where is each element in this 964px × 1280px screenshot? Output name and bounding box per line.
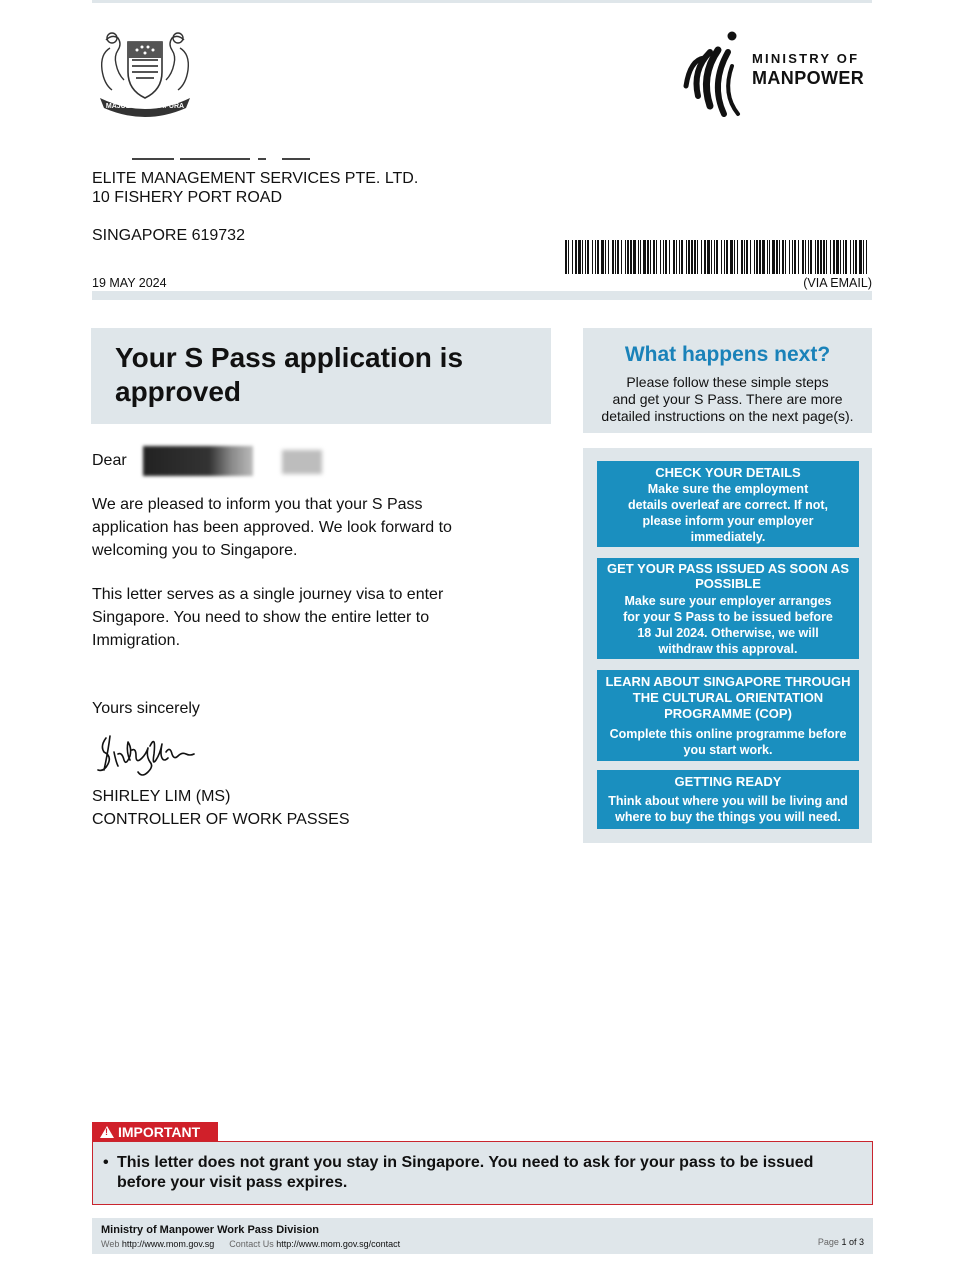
steps-panel — [583, 448, 872, 843]
next-steps-heading: What happens next? — [624, 343, 831, 366]
signer-title: CONTROLLER OF WORK PASSES — [92, 811, 350, 828]
step-body-line: where to buy the things you will need. — [615, 810, 841, 824]
bullet: • — [103, 1154, 109, 1171]
page-label: Page — [817, 1237, 839, 1247]
contact-link[interactable]: http://www.mom.gov.sg/contact — [276, 1239, 401, 1249]
paragraph-visa — [92, 583, 443, 652]
ministry-wordmark — [752, 52, 864, 87]
address-street: 10 FISHERY PORT ROAD — [92, 189, 282, 206]
step-body-line: Complete this online programme before — [609, 727, 847, 741]
paragraph-line: This letter serves as a single journey visa to enter — [92, 586, 444, 603]
step-body-line: for your S Pass to be issued before — [623, 610, 833, 624]
step-body-line: Make sure your employer arranges — [624, 594, 832, 608]
title-line2: approved — [115, 376, 242, 407]
address-city: SINGAPORE 619732 — [92, 227, 245, 244]
letter-date: 19 MAY 2024 — [92, 276, 167, 290]
next-line3: detailed instructions on the next page(s). — [601, 408, 854, 424]
top-rule — [92, 0, 872, 3]
ministry-line2: MANPOWER — [752, 68, 865, 88]
step-body-line: immediately. — [690, 530, 766, 544]
singapore-crest-icon — [92, 28, 198, 118]
step-check-details — [597, 461, 859, 547]
paragraph-line: Singapore. You need to show the entire letter to — [92, 609, 430, 626]
web-label: Web — [101, 1239, 120, 1249]
page-value: 1 of 3 — [841, 1237, 864, 1247]
step-body-line: Make sure the employment — [647, 482, 809, 496]
step-cultural-orientation — [597, 670, 859, 761]
important-label-text: IMPORTANT — [118, 1124, 201, 1140]
step-body-line: you start work. — [683, 743, 773, 757]
signature-icon — [92, 730, 212, 778]
next-line1: Please follow these simple steps — [626, 374, 829, 390]
step-heading: POSSIBLE — [695, 576, 761, 591]
barcode-icon — [565, 240, 870, 274]
header-rule — [92, 291, 872, 300]
step-get-pass-issued — [597, 558, 859, 659]
footer — [92, 1218, 873, 1254]
step-heading: PROGRAMME (COP) — [664, 706, 792, 721]
step-body-line: please inform your employer — [642, 514, 814, 528]
next-steps-text — [583, 374, 872, 425]
step-heading: LEARN ABOUT SINGAPORE THROUGH — [605, 674, 851, 689]
web-link[interactable]: http://www.mom.gov.sg — [121, 1239, 215, 1249]
step-heading: CHECK YOUR DETAILS — [655, 465, 801, 480]
important-notice — [92, 1141, 873, 1205]
title-box — [91, 328, 551, 424]
next-steps-intro — [583, 328, 872, 433]
cropped-address-line — [132, 150, 312, 162]
step-body-line: withdraw this approval. — [658, 642, 798, 656]
title-line1: Your S Pass application is — [115, 342, 464, 373]
svg-text:MAJULAH SINGAPURA: MAJULAH SINGAPURA — [105, 103, 185, 110]
important-label — [92, 1122, 218, 1142]
contact-label: Contact Us — [229, 1239, 274, 1249]
delivery-method: (VIA EMAIL) — [803, 276, 872, 290]
step-body-line: Think about where you will be living and — [608, 794, 848, 808]
salutation-text: Dear — [92, 452, 127, 469]
footer-links — [101, 1237, 864, 1251]
step-heading: GET YOUR PASS ISSUED AS SOON AS — [607, 561, 849, 576]
step-body-line: details overleaf are correct. If not, — [627, 498, 829, 512]
redacted-name — [143, 446, 253, 476]
redacted-name-part — [282, 450, 322, 474]
paragraph-line: We are pleased to inform you that your S Pass — [92, 496, 423, 513]
step-body-line: 18 Jul 2024. Otherwise, we will — [637, 626, 819, 640]
step-getting-ready — [597, 770, 859, 829]
important-line2: before your visit pass expires. — [117, 1174, 348, 1191]
footer-org: Ministry of Manpower Work Pass Division — [101, 1224, 320, 1236]
step-heading: THE CULTURAL ORIENTATION — [632, 690, 824, 705]
signer-name: SHIRLEY LIM (MS) — [92, 788, 231, 805]
closing: Yours sincerely — [92, 700, 200, 717]
paragraph-line: welcoming you to Singapore. — [92, 542, 298, 559]
step-heading: GETTING READY — [674, 774, 782, 789]
paragraph-approval — [92, 493, 452, 562]
important-line1: This letter does not grant you stay in Singapore. You need to ask for your pass to be issued — [117, 1154, 814, 1171]
ministry-line1: MINISTRY OF — [752, 51, 860, 66]
paragraph-line: application has been approved. We look forward to — [92, 519, 452, 536]
paragraph-line: Immigration. — [92, 632, 181, 649]
salutation — [92, 449, 127, 472]
page-title — [115, 341, 527, 409]
page-number — [818, 1237, 864, 1247]
next-line2: and get your S Pass. There are more — [612, 391, 843, 407]
warning-icon — [100, 1126, 114, 1138]
address-company: ELITE MANAGEMENT SERVICES PTE. LTD. — [92, 170, 419, 187]
